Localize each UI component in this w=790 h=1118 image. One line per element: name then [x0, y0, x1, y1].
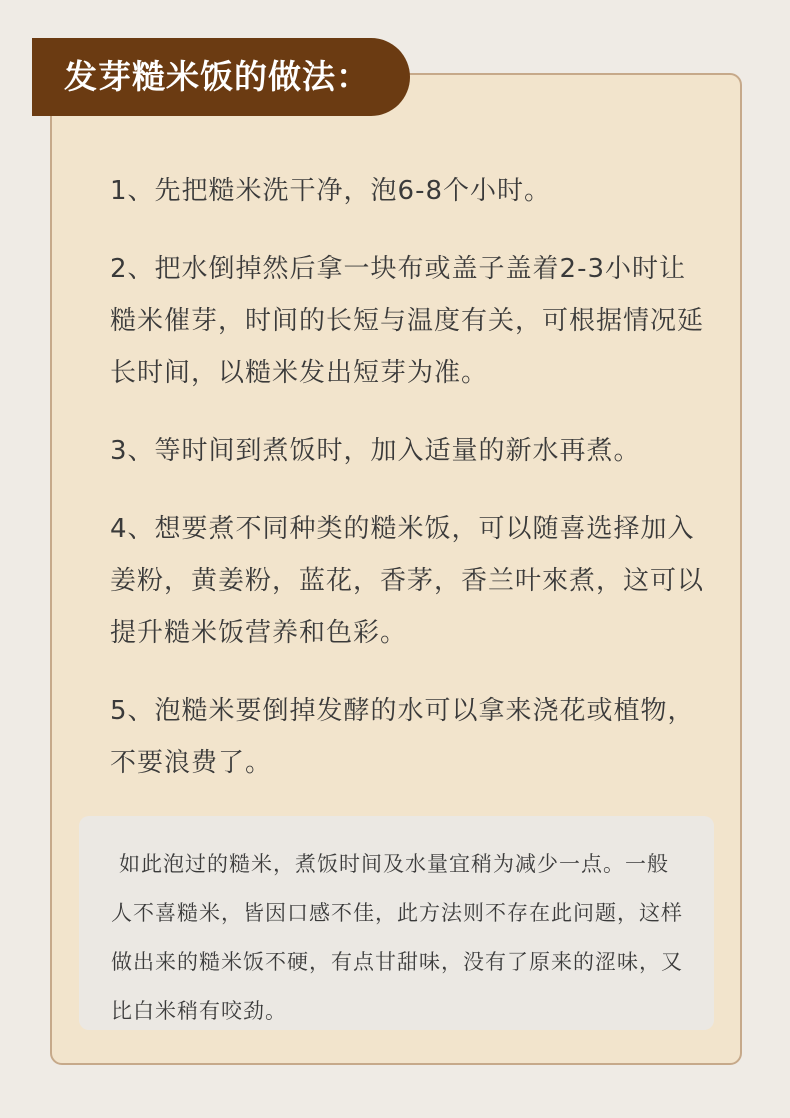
step-4: 4、想要煮不同种类的糙米饭，可以随喜选择加入姜粉，黄姜粉，蓝花，香茅，香兰叶來煮，这可以提升糙米饭营养和色彩。 [110, 514, 705, 648]
step-5: 5、泡糙米要倒掉发酵的水可以拿来浇花或植物，不要浪费了。 [110, 696, 695, 778]
note-text: 如此泡过的糙米，煮饭时间及水量宜稍为减少一点。一般人不喜糙米，皆因口感不佳，此方法则不存在此问题，这样做出来的糙米饭不硬，有点甘甜味，没有了原来的涩味，又比白米稍有咬劲。 [111, 852, 683, 1023]
note-box [79, 816, 714, 1030]
step-2: 2、把水倒掉然后拿一块布或盖子盖着2-3小时让糙米催芽，时间的长短与温度有关，可根据情况延长时间，以糙米发出短芽为准。 [110, 254, 705, 388]
step-1: 1、先把糙米洗干净，泡6-8个小时。 [110, 176, 552, 206]
steps-list [110, 165, 710, 815]
step-3: 3、等时间到煮饭时，加入适量的新水再煮。 [110, 436, 641, 466]
page-title: 发芽糙米饭的做法： [32, 38, 410, 116]
